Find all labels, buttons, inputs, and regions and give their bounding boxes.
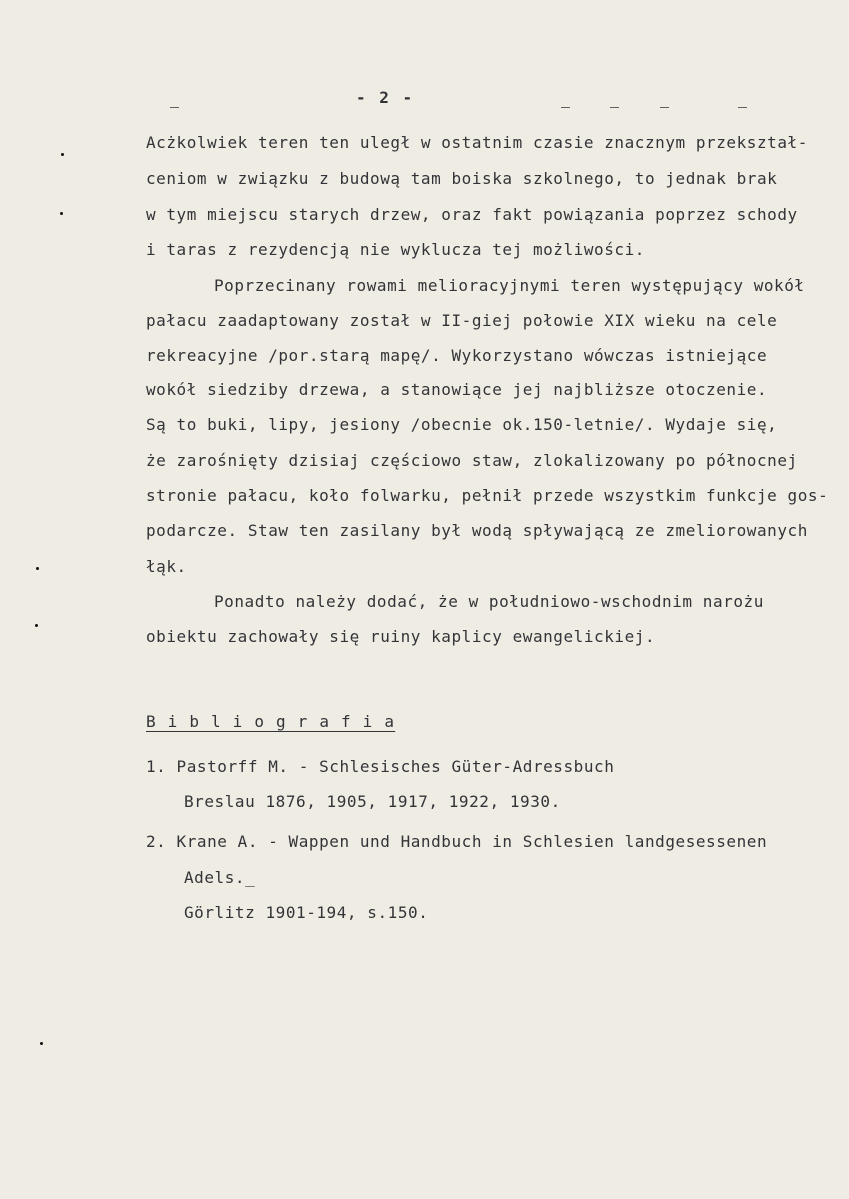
bibliography-heading: B i b l i o g r a f i a (146, 712, 396, 731)
margin-mark-dot (61, 153, 64, 156)
paragraph-2-line-8: podarcze. Staw ten zasilany był wodą spływającą ze zmeliorowanych (146, 521, 808, 540)
margin-mark-dot (36, 567, 39, 570)
paragraph-1-line-3: w tym miejscu starych drzew, oraz fakt powiązania poprzez schody (146, 205, 798, 224)
top-right-dash-2 (610, 107, 619, 108)
paragraph-2-line-9: łąk. (146, 557, 187, 576)
paragraph-2-line-1: Poprzecinany rowami melioracyjnymi teren występujący wokół (214, 276, 805, 295)
paragraph-1-line-1: Acżkolwiek teren ten uległ w ostatnim czasie znacznym przekształ- (146, 133, 808, 152)
paragraph-1-line-4: i taras z rezydencją nie wyklucza tej możliwości. (146, 240, 645, 259)
bibliography-entry-1-line-2: Breslau 1876, 1905, 1917, 1922, 1930. (184, 792, 561, 811)
paragraph-3-line-2: obiektu zachowały się ruiny kaplicy ewangelickiej. (146, 627, 656, 646)
top-right-dash-3 (660, 107, 669, 108)
paragraph-3-line-1: Ponadto należy dodać, że w południowo-wschodnim narożu (214, 592, 764, 611)
paragraph-1-line-2: ceniom w związku z budową tam boiska szkolnego, to jednak brak (146, 169, 778, 188)
page-number: - 2 - (356, 88, 415, 107)
paragraph-2-line-3: rekreacyjne /por.starą mapę/. Wykorzystano wówczas istniejące (146, 346, 768, 365)
bibliography-entry-2-line-1: 2. Krane A. - Wappen und Handbuch in Schlesien landgesessenen (146, 832, 768, 851)
paragraph-2-line-7: stronie pałacu, koło folwarku, pełnił przede wszystkim funkcje gos- (146, 486, 829, 505)
bibliography-entry-1-line-1: 1. Pastorff M. - Schlesisches Güter-Adressbuch (146, 757, 615, 776)
margin-mark-dot (60, 212, 63, 215)
margin-mark-dot (40, 1042, 43, 1045)
paragraph-2-line-5: Są to buki, lipy, jesiony /obecnie ok.150-letnie/. Wydaje się, (146, 415, 778, 434)
top-right-dash-1 (561, 107, 570, 108)
top-left-dash (170, 107, 179, 108)
paragraph-2-line-2: pałacu zaadaptowany został w II-giej połowie XIX wieku na cele (146, 311, 778, 330)
bibliography-entry-2-line-2: Adels._ (184, 868, 256, 887)
top-right-dash-4 (738, 107, 747, 108)
margin-mark-dot (35, 624, 38, 627)
paragraph-2-line-4: wokół siedziby drzewa, a stanowiące jej najbliższe otoczenie. (146, 380, 768, 399)
bibliography-entry-2-line-3: Görlitz 1901-194, s.150. (184, 903, 429, 922)
paragraph-2-line-6: że zarośnięty dzisiaj częściowo staw, zlokalizowany po północnej (146, 451, 798, 470)
